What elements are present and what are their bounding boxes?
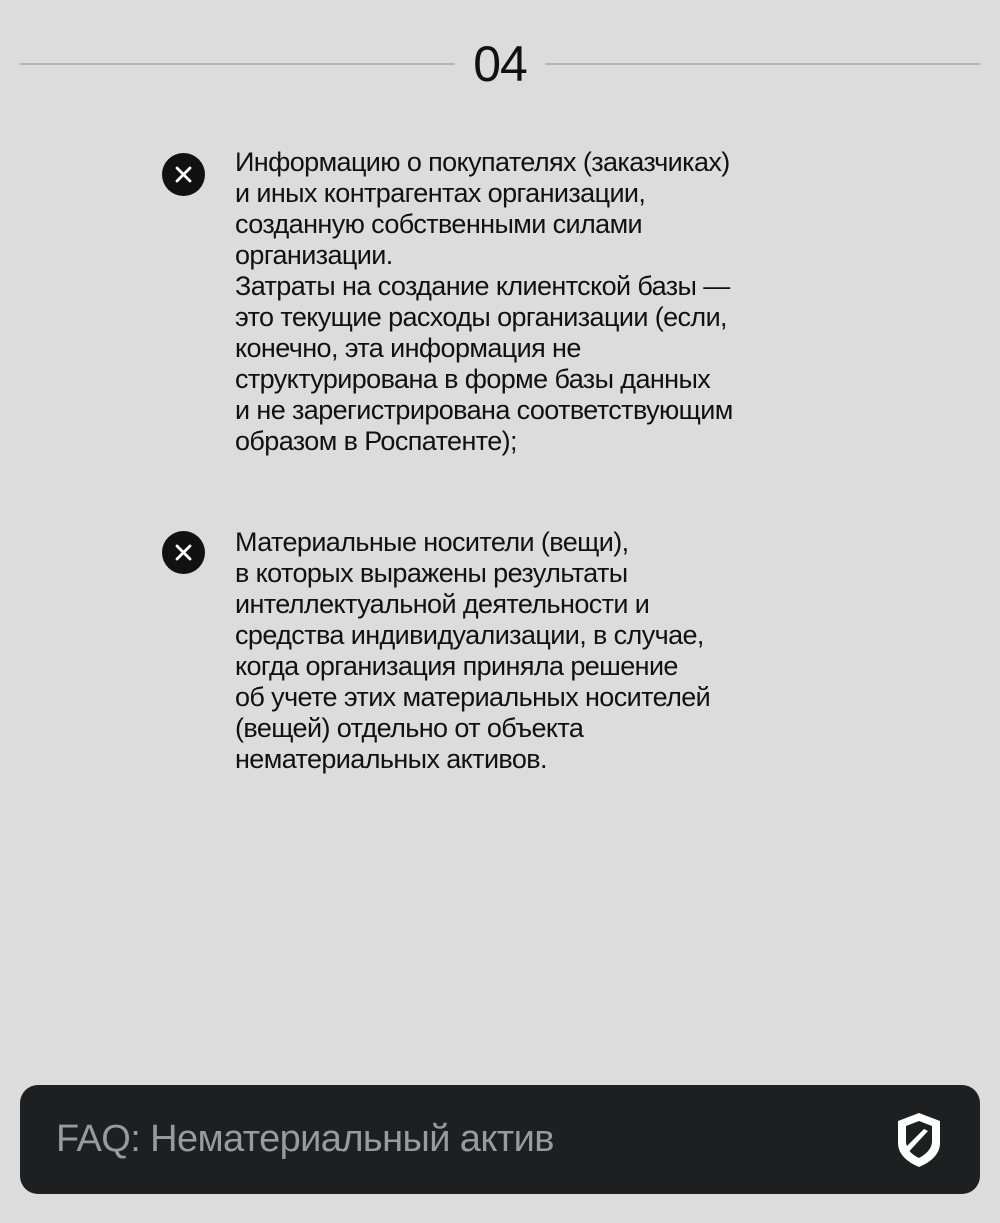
list-item-text: Информацию о покупателях (заказчиках) и иных контрагентах организации, созданную собственными силами организации. Затраты на создание клиентской базы — это текущие расходы организации (если, конечно, эта информация не структурирована в форме базы данных и не зарегистрирована соответствующим образом в Роспатенте); [235, 147, 733, 456]
page-header [20, 36, 980, 92]
close-circle-icon [162, 531, 205, 574]
shield-logo-icon [896, 1112, 942, 1168]
footer-title: FAQ: Нематериальный актив [56, 1118, 554, 1160]
list-item-text: Материальные носители (вещи), в которых выражены результаты интеллектуальной деятельности и средства индивидуализации, в случае, когда организация приняла решение об учете этих материальных носителей (вещей) отдельно от объекта нематериальных активов. [235, 527, 711, 774]
footer-bar [20, 1085, 980, 1194]
page-number: 04 [473, 36, 527, 92]
header-rule-left [20, 63, 455, 65]
close-circle-icon [162, 153, 205, 196]
header-rule-right [545, 63, 980, 65]
